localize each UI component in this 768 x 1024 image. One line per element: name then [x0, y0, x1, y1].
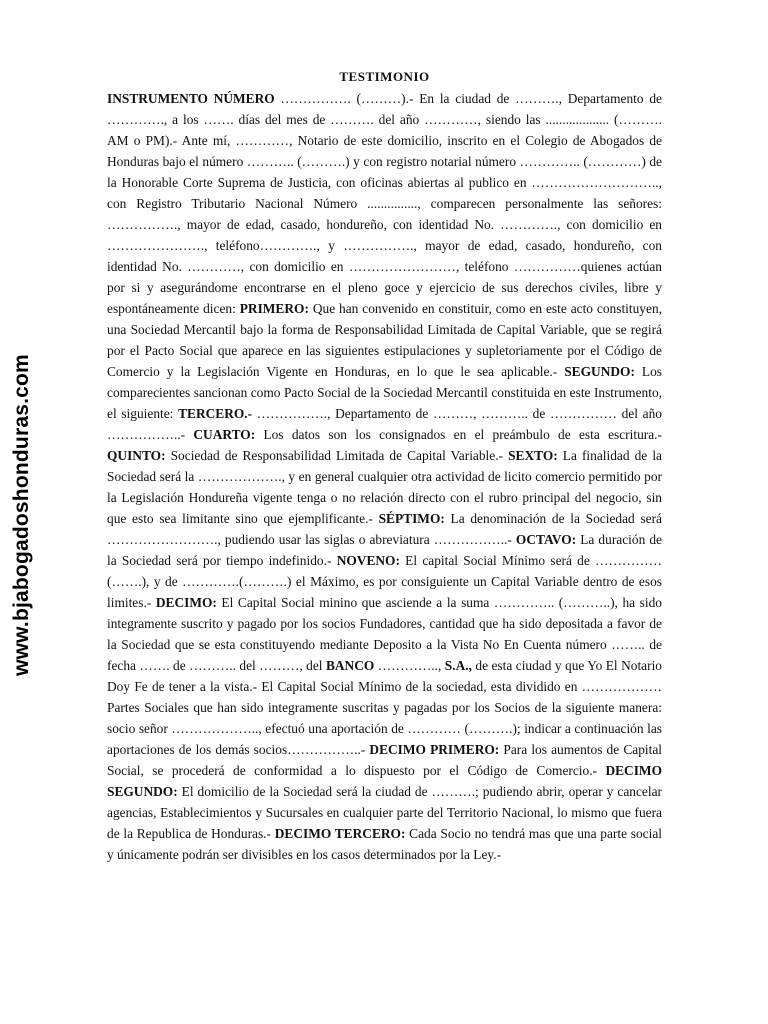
watermark-text: www.bjabogadoshonduras.com: [10, 354, 33, 676]
clause-text: La finalidad de la Sociedad será la ………………., y en general cualquier otra actividad de licito comercio permitido por la Legislación Hondureña vigente tenga o no relación directo con el rubro principal del negocio, sin que esto sea limitante sino que ejemplificante.-: [107, 448, 662, 526]
clause-text: El domicilio de la Sociedad será la ciudad de ……….; pudiendo abrir, operar y cancelar agencias, Establecimientos y Sucursales en cualquier parte del Territorio Nacional, lo mismo que fuera de la Republica de Honduras.-: [107, 784, 662, 841]
clause-text: ……………., Departamento de ………, ……….. de …………… del año ……………..-: [107, 406, 662, 442]
clause-heading: SEXTO:: [508, 448, 558, 463]
clause-heading: QUINTO:: [107, 448, 166, 463]
clause-heading: NOVENO:: [336, 553, 400, 568]
clause-heading: S.A.,: [444, 658, 472, 673]
clause-heading: SÉPTIMO:: [378, 511, 445, 526]
clause-heading: BANCO: [325, 658, 375, 673]
clause-text: Los datos son los consignados en el preámbulo de esta escritura.-: [255, 427, 662, 442]
clause-text: La duración de la Sociedad será por tiempo indefinido.-: [107, 532, 662, 568]
clause-text: Los comparecientes sancionan como Pacto Social de la Sociedad Mercantil constituida en este Instrumento, el siguiente:: [107, 364, 663, 421]
document-body: [107, 88, 662, 865]
clause-text: El capital Social Mínimo será de …………… (…….), y de ………….(……….) el Máximo, es por consiguiente un Capital Variable dentro de esos limites.-: [107, 553, 663, 610]
clause-heading: OCTAVO:: [515, 532, 577, 547]
clause-text: ……………. (………).- En la ciudad de ………., Departamento de …………., a los ……. días del mes de ………. del año …………, siendo las ................... (………. AM o PM).- Ante mí, …………, Notario de este domicilio, inscrito en el Colegio de Abogados de Honduras bajo el número ……….. (……….) y con registro notarial número ………….. (…………) de la Honorable Corte Suprema de Justicia, con oficinas abiertas al publico en ……………………….., con Registro Tributario Nacional Número ..............., comparecen personalmente las señores: ……………., mayor de edad, casado, hondureño, con identidad No. …………., con domicilio en …………………., teléfono…………., y ……………., mayor de edad, casado, hondureño, con identidad No. …………, con domicilio en ……………………, teléfono ……………quienes actúan por si y asegurándome encontrarse en el pleno goce y ejercicio de sus derechos civiles, libre y espontáneamente dicen:: [107, 91, 662, 316]
document-title: TESTIMONIO: [339, 69, 430, 84]
clause-text: Para los aumentos de Capital Social, se procederá de conformidad a lo dispuesto por el Código de Comercio.-: [107, 742, 662, 778]
watermark: [8, 354, 36, 676]
clause-heading: PRIMERO:: [239, 301, 309, 316]
clause-heading: DECIMO PRIMERO:: [369, 742, 500, 757]
clause-text: Cada Socio no tendrá mas que una parte social y únicamente podrán ser divisibles en los casos determinados por la Ley.-: [107, 826, 663, 862]
clause-text: Sociedad de Responsabilidad Limitada de Capital Variable.-: [165, 448, 509, 463]
clause-text: de esta ciudad y que Yo El Notario Doy Fe de tener a la vista.- El Capital Social Mínimo de la sociedad, esta dividido en ……………… Partes Sociales que han sido integramente suscritas y pagadas por los Socios de la siguiente manera: socio señor ……………….., efectuó una aportación de ………… (……….); indicar a continuación las aportaciones de los demás socios……………..-: [107, 658, 662, 757]
document: [107, 66, 662, 865]
clause-heading: SEGUNDO:: [564, 364, 635, 379]
clause-heading: TERCERO.-: [178, 406, 253, 421]
clause-text: Que han convenido en constituir, como en este acto constituyen, una Sociedad Mercantil bajo la forma de Responsabilidad Limitada de Capital Variable, que se regirá por el Pacto Social que aparece en las siguientes estipulaciones y supletoriamente por el Código de Comercio y la Legislación Vigente en Honduras, en lo que le sea aplicable.-: [107, 301, 662, 379]
clause-heading: INSTRUMENTO NÚMERO: [107, 91, 275, 106]
clause-heading: CUARTO:: [193, 427, 256, 442]
clause-heading: DECIMO:: [155, 595, 217, 610]
clause-text: El Capital Social minino que asciende a la suma ………….. (………..), ha sido integramente suscrito y pagado por los socios Fundadores, cantidad que ha sido depositada a favor de la Sociedad que se esta constituyendo mediante Deposito a la Vista No En Cuenta número …….. de fecha ……. de ……….. del ………, del: [107, 595, 662, 673]
clause-text: La denominación de la Sociedad será ……………………., pudiendo usar las siglas o abreviatura ……………..-: [107, 511, 662, 547]
clause-heading: DECIMO SEGUNDO:: [107, 763, 662, 799]
clause-heading: DECIMO TERCERO:: [274, 826, 406, 841]
clause-text: …………..,: [374, 658, 445, 673]
